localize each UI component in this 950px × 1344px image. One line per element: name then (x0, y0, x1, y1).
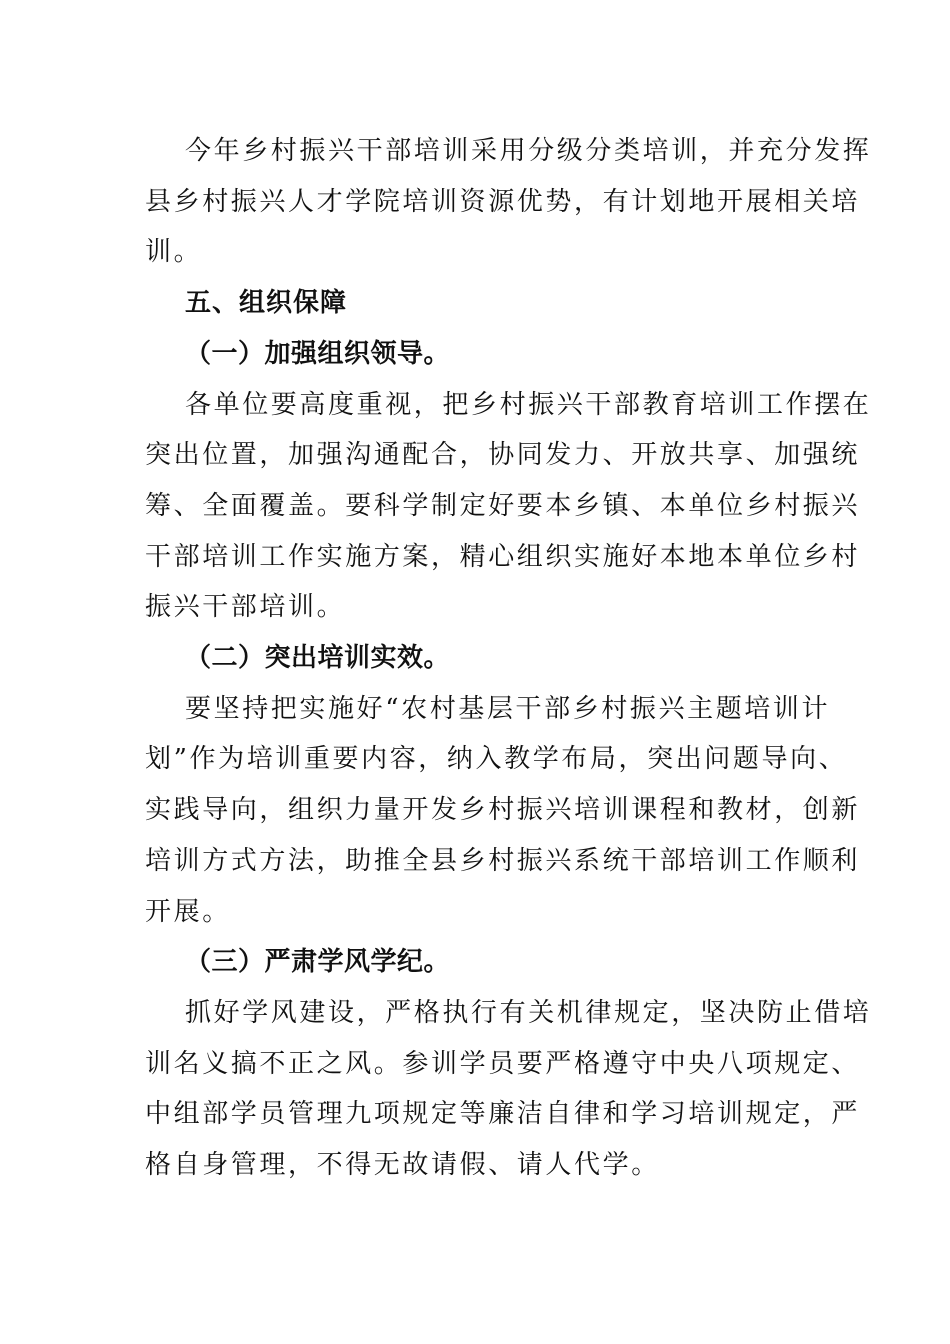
intro-line-2: 县乡村振兴人才学院培训资源优势，有计划地开展相关培 (145, 186, 861, 217)
subsection-1-paragraph (145, 380, 872, 634)
subsection-1-line-5: 振兴干部培训。 (145, 592, 346, 623)
subsection-3-line-2: 训名义搞不正之风。参训学员要严格遵守中央八项规定、 (145, 1048, 861, 1079)
subsection-1-line-1: 各单位要高度重视，把乡村振兴干部教育培训工作摆在 (185, 389, 872, 420)
subsection-2-line-3: 实践导向，组织力量开发乡村振兴培训课程和教材，创新 (145, 795, 861, 826)
subsection-1-line-4: 干部培训工作实施方案，精心组织实施好本地本单位乡村 (145, 541, 861, 572)
subsection-1-line-3: 筹、全面覆盖。要科学制定好要本乡镇、本单位乡村振兴 (145, 490, 861, 521)
document-page (145, 126, 872, 1191)
subsection-3-line-3: 中组部学员管理九项规定等廉洁自律和学习培训规定，严 (145, 1099, 861, 1130)
subsection-2-line-5: 开展。 (145, 896, 231, 927)
subsection-3-line-1: 抓好学风建设，严格执行有关机律规定，坚决防止借培 (185, 997, 872, 1028)
intro-paragraph (145, 126, 872, 278)
subsection-1-line-2: 突出位置，加强沟通配合，协同发力、开放共享、加强统 (145, 440, 861, 471)
section-heading: 五、组织保障 (185, 288, 348, 319)
subsection-1-title: （一）加强组织领导。 (185, 338, 451, 369)
subsection-2-line-2: 划”作为培训重要内容，纳入教学布局，突出问题导向、 (145, 744, 848, 775)
subsection-2-title: （二）突出培训实效。 (185, 643, 451, 674)
subsection-2-line-1: 要坚持把实施好“农村基层干部乡村振兴主题培训计 (185, 693, 831, 724)
subsection-3-paragraph (145, 988, 872, 1191)
subsection-2-line-4: 培训方式方法，助推全县乡村振兴系统干部培训工作顺利 (145, 845, 861, 876)
intro-line-3: 训。 (145, 237, 203, 268)
subsection-2-paragraph (145, 684, 861, 938)
subsection-3-title: （三）严肃学风学纪。 (185, 947, 451, 978)
subsection-3-line-4: 格自身管理，不得无故请假、请人代学。 (145, 1150, 660, 1181)
intro-line-1: 今年乡村振兴干部培训采用分级分类培训，并充分发挥 (185, 136, 872, 166)
